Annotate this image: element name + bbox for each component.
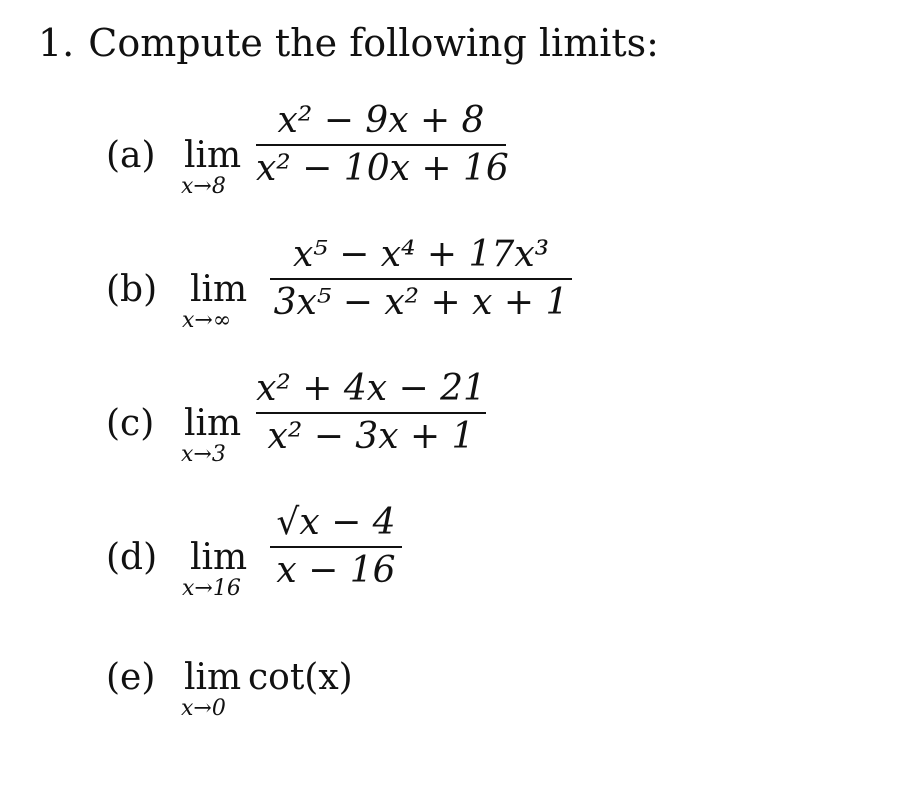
limit-item-a bbox=[106, 100, 886, 210]
item-label: (b) bbox=[106, 269, 158, 310]
item-label: (e) bbox=[106, 657, 156, 698]
limit-expression: cot(x) bbox=[248, 657, 353, 698]
fraction-bar bbox=[270, 546, 402, 548]
fraction-numerator: x⁵ − x⁴ + 17x³ bbox=[292, 234, 550, 275]
problem-instruction: Compute the following limits: bbox=[88, 21, 659, 65]
problem-heading bbox=[38, 18, 659, 68]
fraction-denominator: x − 16 bbox=[276, 550, 396, 591]
fraction-numerator: x² − 9x + 8 bbox=[277, 100, 485, 141]
limit-subscript: x→∞ bbox=[182, 308, 232, 333]
lim-word: lim bbox=[190, 537, 248, 578]
limit-subscript: x→3 bbox=[181, 442, 226, 467]
limit-item-b bbox=[106, 234, 886, 344]
fraction-bar bbox=[270, 278, 572, 280]
item-label: (a) bbox=[106, 135, 156, 176]
fraction-bar bbox=[256, 412, 486, 414]
lim-word: lim bbox=[184, 403, 242, 444]
fraction-denominator: x² − 10x + 16 bbox=[256, 148, 509, 189]
fraction-numerator: √x − 4 bbox=[276, 502, 396, 543]
limit-item-d bbox=[106, 502, 886, 612]
lim-word: lim bbox=[184, 135, 242, 176]
lim-word: lim bbox=[184, 657, 242, 698]
limit-item-c bbox=[106, 368, 886, 478]
fraction bbox=[270, 502, 402, 592]
limit-subscript: x→8 bbox=[181, 174, 226, 199]
limit-subscript: x→0 bbox=[181, 696, 226, 721]
limit-subscript: x→16 bbox=[182, 576, 241, 601]
lim-word: lim bbox=[190, 269, 248, 310]
fraction bbox=[270, 234, 572, 324]
limit-item-e bbox=[106, 622, 886, 732]
item-label: (c) bbox=[106, 403, 155, 444]
fraction bbox=[256, 368, 486, 458]
fraction-numerator: x² + 4x − 21 bbox=[256, 368, 486, 409]
problem-number: 1. bbox=[38, 21, 75, 65]
fraction-bar bbox=[256, 144, 506, 146]
item-label: (d) bbox=[106, 537, 158, 578]
fraction bbox=[256, 100, 509, 190]
fraction-denominator: 3x⁵ − x² + x + 1 bbox=[273, 282, 569, 323]
fraction-denominator: x² − 3x + 1 bbox=[267, 416, 475, 457]
